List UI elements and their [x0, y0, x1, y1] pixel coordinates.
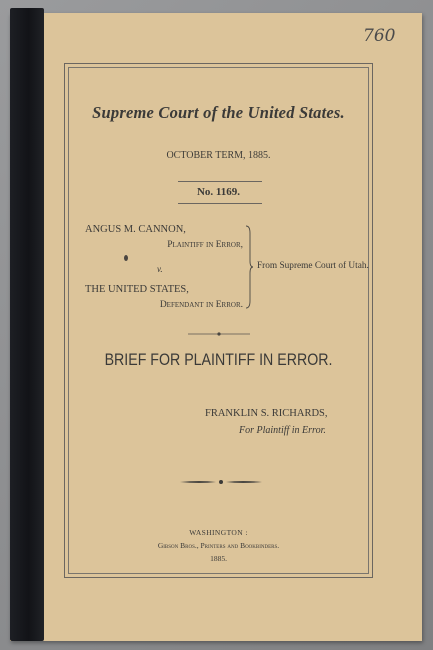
counsel-name: FRANKLIN S. RICHARDS, [205, 408, 328, 419]
case-number-bottom-rule [178, 203, 262, 204]
black-binding-spine [10, 8, 44, 641]
imprint-year: 1885. [210, 554, 227, 563]
origin-court: From Supreme Court of Utah. [257, 261, 369, 271]
handwritten-catalog-number: 760 [363, 26, 396, 46]
defendant-name: THE UNITED STATES, [85, 284, 189, 295]
border-frame-inner [68, 67, 369, 574]
brief-title: BRIEF FOR PLAINTIFF IN ERROR. [104, 351, 333, 369]
case-number-top-rule [178, 181, 262, 182]
ornament-divider-bottom [180, 478, 262, 486]
plaintiff-role: Plaintiff in Error, [167, 240, 243, 250]
term-label: OCTOBER TERM, 1885. [166, 150, 271, 161]
versus-label: v. [157, 264, 163, 274]
plaintiff-name: ANGUS M. CANNON, [85, 224, 186, 235]
curly-brace [245, 225, 253, 309]
defendant-role: Defendant in Error. [159, 300, 243, 310]
case-number: No. 1169. [196, 186, 241, 198]
imprint-city: WASHINGTON : [189, 528, 248, 537]
counsel-role: For Plaintiff in Error. [239, 425, 326, 436]
court-title: Supreme Court of the United States. [92, 103, 345, 122]
ink-speck [124, 255, 128, 261]
imprint-printer: Gibson Bros., Printers and Bookbinders. [157, 541, 280, 550]
ornament-divider-top [188, 330, 250, 338]
